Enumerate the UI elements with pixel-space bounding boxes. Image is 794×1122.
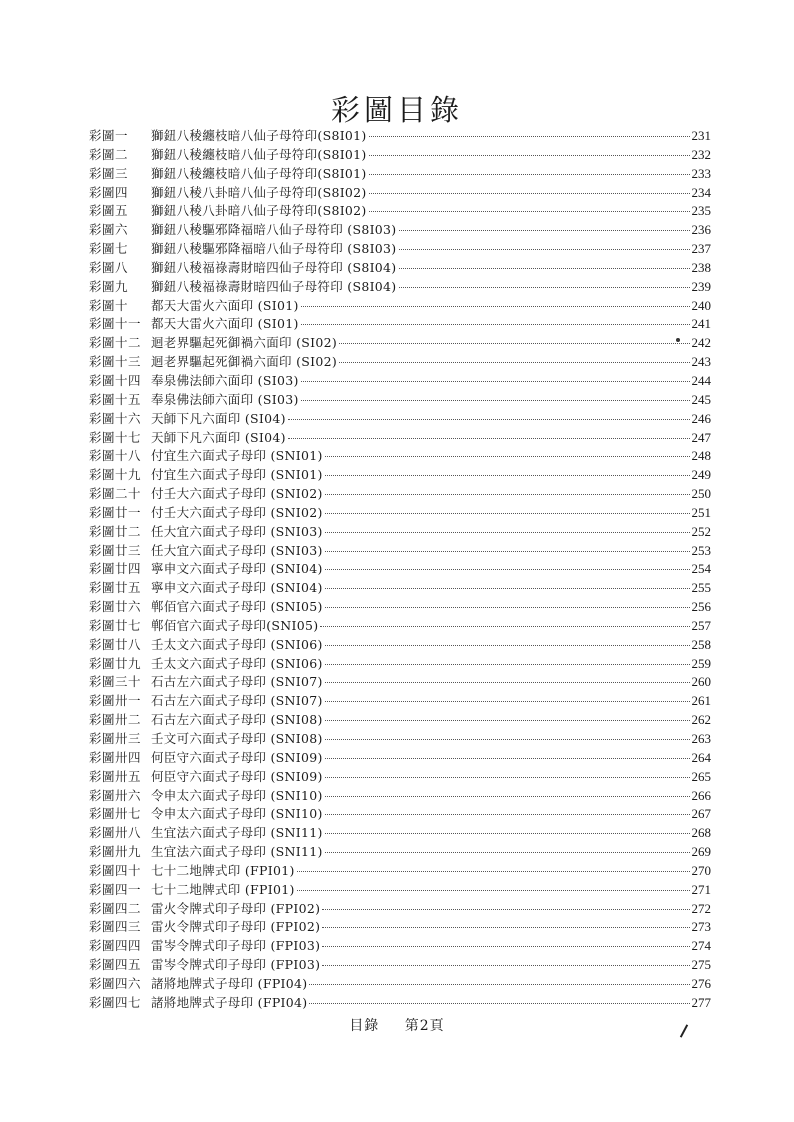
page-number: 259 (691, 655, 711, 671)
plate-number: 彩圖卅五 (89, 768, 142, 784)
toc-entry[interactable] (89, 334, 711, 353)
toc-entry[interactable] (89, 523, 711, 542)
toc-entry[interactable] (89, 824, 711, 843)
toc-entry[interactable] (89, 692, 711, 711)
plate-number: 彩圖卅二 (89, 712, 142, 728)
page-number: 239 (691, 278, 711, 294)
page-number: 255 (691, 580, 711, 596)
plate-number: 彩圖四 (89, 184, 129, 200)
plate-title: 任大宜六面式子母印 (SNI03) (151, 542, 323, 558)
plate-number: 彩圖四二 (89, 900, 142, 916)
toc-entry[interactable] (89, 918, 711, 937)
toc-entry[interactable] (89, 579, 711, 598)
dot-leader (301, 314, 690, 325)
plate-number: 彩圖四一 (89, 881, 142, 897)
page-number: 268 (691, 825, 711, 841)
page-number: 258 (691, 636, 711, 652)
dot-leader (325, 710, 690, 721)
dot-leader (325, 729, 690, 740)
dot-leader (325, 465, 690, 476)
plate-number: 彩圖十八 (89, 448, 142, 464)
page-number: 276 (691, 975, 711, 991)
plate-number: 彩圖五 (89, 203, 129, 219)
plate-title: 迴老界驅起死御禍六面印 (SI02) (151, 354, 338, 370)
toc-entry[interactable] (89, 542, 711, 561)
dot-leader (325, 786, 690, 797)
toc-entry[interactable] (89, 372, 711, 391)
toc-entry[interactable] (89, 862, 711, 881)
plate-number: 彩圖廿八 (89, 636, 142, 652)
page-number: 249 (691, 467, 711, 483)
toc-entry[interactable] (89, 353, 711, 372)
plate-title: 何臣守六面式子母印 (SNI09) (151, 749, 323, 765)
page-number: 246 (691, 410, 711, 426)
dot-leader (369, 164, 690, 175)
toc-entry[interactable] (89, 127, 711, 146)
page-number: 274 (691, 938, 711, 954)
plate-number: 彩圖三十 (89, 674, 142, 690)
toc-entry[interactable] (89, 598, 711, 617)
plate-number: 彩圖八 (89, 259, 129, 275)
page-number: 271 (691, 881, 711, 897)
page-number: 270 (691, 862, 711, 878)
toc-entry[interactable] (89, 956, 711, 975)
plate-title: 生宜法六面式子母印 (SNI11) (151, 825, 323, 841)
page-number: 267 (691, 806, 711, 822)
dot-leader (301, 371, 690, 382)
scan-speck (676, 338, 680, 342)
page-number: 243 (691, 354, 711, 370)
plate-number: 彩圖四五 (89, 957, 142, 973)
plate-number: 彩圖四六 (89, 975, 142, 991)
page-number: 240 (691, 297, 711, 313)
toc-entry[interactable] (89, 787, 711, 806)
dot-leader (339, 352, 689, 363)
dot-leader (297, 880, 690, 891)
plate-title: 付壬大六面式子母印 (SNI02) (151, 504, 323, 520)
plate-number: 彩圖二 (89, 146, 129, 162)
toc-entry[interactable] (89, 560, 711, 579)
dot-leader (288, 409, 690, 420)
plate-title: 郸佰官六面式子母印(SNI05) (151, 617, 319, 633)
dot-leader (325, 804, 690, 815)
table-of-contents (89, 127, 711, 1013)
plate-title: 獅鈕八稜八卦暗八仙子母符印(S8I02) (151, 203, 367, 219)
plate-number: 彩圖卅四 (89, 749, 142, 765)
dot-leader (288, 428, 690, 439)
plate-number: 彩圖廿四 (89, 561, 142, 577)
plate-number: 彩圖卅七 (89, 806, 142, 822)
plate-number: 彩圖七 (89, 241, 129, 257)
toc-entry[interactable] (89, 975, 711, 994)
dot-leader (322, 899, 689, 910)
plate-number: 彩圖三 (89, 165, 129, 181)
plate-number: 彩圖廿七 (89, 617, 142, 633)
dot-leader (325, 842, 690, 853)
page-number: 245 (691, 391, 711, 407)
plate-title: 奉泉佛法師六面印 (SI03) (151, 391, 299, 407)
plate-title: 寧申文六面式子母印 (SNI04) (151, 561, 323, 577)
toc-entry[interactable] (89, 447, 711, 466)
dot-leader (325, 691, 690, 702)
dot-leader (325, 578, 690, 589)
page-footer (0, 1015, 794, 1035)
toc-entry[interactable] (89, 843, 711, 862)
plate-number: 彩圖十五 (89, 391, 142, 407)
plate-title: 令申太六面式子母印 (SNI10) (151, 806, 323, 822)
plate-title: 付宜生六面式子母印 (SNI01) (151, 467, 323, 483)
plate-number: 彩圖十六 (89, 410, 142, 426)
toc-entry[interactable] (89, 259, 711, 278)
plate-title: 都天大雷火六面印 (SI01) (151, 297, 299, 313)
page-number: 257 (691, 617, 711, 633)
dot-leader (369, 126, 690, 137)
plate-title: 任大宜六面式子母印 (SNI03) (151, 523, 323, 539)
dot-leader (369, 145, 690, 156)
plate-number: 彩圖一 (89, 128, 129, 143)
page-number: 250 (691, 486, 711, 502)
plate-number: 彩圖卅一 (89, 693, 142, 709)
plate-number: 彩圖六 (89, 222, 129, 238)
toc-entry[interactable] (89, 805, 711, 824)
page-number: 248 (691, 448, 711, 464)
plate-title: 獅鈕八稜八卦暗八仙子母符印(S8I02) (151, 184, 367, 200)
dot-leader (325, 635, 690, 646)
dot-leader (322, 955, 689, 966)
dot-leader (325, 559, 690, 570)
toc-entry[interactable] (89, 937, 711, 956)
plate-title: 郸佰官六面式子母印 (SNI05) (151, 599, 323, 615)
plate-title: 石古左六面式子母印 (SNI08) (151, 712, 323, 728)
toc-entry[interactable] (89, 655, 711, 674)
page-number: 242 (691, 335, 711, 351)
plate-number: 彩圖四三 (89, 919, 142, 935)
page-number: 236 (691, 222, 711, 238)
dot-leader (399, 239, 690, 250)
toc-entry[interactable] (89, 749, 711, 768)
page-number: 266 (691, 787, 711, 803)
plate-number: 彩圖廿二 (89, 523, 142, 539)
dot-leader (399, 258, 690, 269)
plate-number: 彩圖十七 (89, 429, 142, 445)
plate-title: 石古左六面式子母印 (SNI07) (151, 693, 323, 709)
toc-entry[interactable] (89, 315, 711, 334)
dot-leader (297, 861, 690, 872)
plate-number: 彩圖卅九 (89, 844, 142, 860)
dot-leader (325, 522, 690, 533)
plate-title: 獅鈕八稜纏枝暗八仙子母符印(S8I01) (151, 165, 367, 181)
plate-title: 獅鈕八稜福祿壽財暗四仙子母符印 (S8I04) (151, 278, 397, 294)
toc-entry[interactable] (89, 617, 711, 636)
page-number: 252 (691, 523, 711, 539)
plate-number: 彩圖四四 (89, 938, 142, 954)
page-number: 264 (691, 749, 711, 765)
toc-entry[interactable] (89, 278, 711, 297)
plate-title: 獅鈕八稜纏枝暗八仙子母符印(S8I01) (151, 128, 367, 143)
plate-number: 彩圖二十 (89, 486, 142, 502)
page-number: 238 (691, 259, 711, 275)
page-number: 254 (691, 561, 711, 577)
dot-leader (399, 220, 690, 231)
plate-title: 付宜生六面式子母印 (SNI01) (151, 448, 323, 464)
plate-number: 彩圖十二 (89, 335, 142, 351)
toc-entry[interactable] (89, 391, 711, 410)
plate-title: 都天大雷火六面印 (SI01) (151, 316, 299, 332)
dot-leader (399, 277, 690, 288)
plate-title: 壬文可六面式子母印 (SNI08) (151, 731, 323, 746)
page-title: 彩圖目錄 (330, 93, 463, 127)
dot-leader (325, 597, 690, 608)
page-number: 233 (691, 165, 711, 181)
plate-title: 雷火令牌式印子母印 (FPI02) (151, 900, 321, 916)
dot-leader (325, 823, 690, 834)
page-number: 237 (691, 241, 711, 257)
plate-title: 雷岑令牌式印子母印 (FPI03) (151, 938, 321, 954)
plate-title: 諸將地牌式子母印 (FPI04) (151, 994, 308, 1010)
plate-number: 彩圖十九 (89, 467, 142, 483)
page-number: 231 (691, 128, 711, 143)
toc-entry[interactable] (89, 636, 711, 655)
page-number: 265 (691, 768, 711, 784)
toc-entry[interactable] (89, 768, 711, 787)
dot-leader (301, 390, 690, 401)
plate-number: 彩圖十 (89, 297, 129, 313)
plate-title: 天師下凡六面印 (SI04) (151, 429, 286, 445)
page-number: 262 (691, 712, 711, 728)
dot-leader (325, 541, 690, 552)
page-number: 269 (691, 844, 711, 860)
toc-entry[interactable] (89, 221, 711, 240)
toc-entry[interactable] (89, 146, 711, 165)
dot-leader (301, 296, 690, 307)
plate-title: 獅鈕八稜驅邪降福暗八仙子母符印 (S8I03) (151, 241, 397, 257)
toc-entry[interactable] (89, 466, 711, 485)
plate-title: 雷岑令牌式印子母印 (FPI03) (151, 957, 321, 973)
page-number: 275 (691, 957, 711, 973)
plate-title: 諸將地牌式子母印 (FPI04) (151, 975, 308, 991)
plate-title: 壬太文六面式子母印 (SNI06) (151, 636, 323, 652)
plate-number: 彩圖卅三 (89, 731, 142, 746)
plate-number: 彩圖廿一 (89, 504, 142, 520)
toc-entry[interactable] (89, 202, 711, 221)
page-number: 260 (691, 674, 711, 690)
dot-leader (322, 917, 689, 928)
toc-entry[interactable] (89, 711, 711, 730)
page-number: 244 (691, 372, 711, 388)
page-number: 241 (691, 316, 711, 332)
dot-leader (325, 654, 690, 665)
toc-entry[interactable] (89, 881, 711, 900)
footer-section: 目錄 (349, 1018, 380, 1034)
toc-entry[interactable] (89, 240, 711, 259)
plate-title: 令申太六面式子母印 (SNI10) (151, 787, 323, 803)
plate-title: 迴老界驅起死御禍六面印 (SI02) (151, 335, 338, 351)
plate-number: 彩圖十一 (89, 316, 142, 332)
plate-title: 石古左六面式子母印 (SNI07) (151, 674, 323, 690)
dot-leader (325, 748, 690, 759)
page-number: 256 (691, 599, 711, 615)
plate-title: 七十二地牌式印 (FPI01) (151, 881, 295, 897)
plate-title: 奉泉佛法師六面印 (SI03) (151, 372, 299, 388)
toc-entry[interactable] (89, 994, 711, 1013)
toc-entry[interactable] (89, 730, 711, 749)
plate-number: 彩圖十三 (89, 354, 142, 370)
plate-title: 獅鈕八稜福祿壽財暗四仙子母符印 (S8I04) (151, 259, 397, 275)
plate-number: 彩圖廿三 (89, 542, 142, 558)
page-number: 272 (691, 900, 711, 916)
dot-leader (325, 484, 690, 495)
toc-entry[interactable] (89, 297, 711, 316)
page-number: 234 (691, 184, 711, 200)
plate-title: 雷火令牌式印子母印 (FPI02) (151, 919, 321, 935)
page-number: 277 (691, 994, 711, 1010)
page-number: 247 (691, 429, 711, 445)
dot-leader (339, 333, 689, 344)
plate-number: 彩圖九 (89, 278, 129, 294)
toc-entry[interactable] (89, 900, 711, 919)
toc-entry[interactable] (89, 184, 711, 203)
page-number: 263 (691, 731, 711, 746)
dot-leader (309, 974, 689, 985)
page-number: 253 (691, 542, 711, 558)
toc-entry[interactable] (89, 410, 711, 429)
dot-leader (322, 936, 689, 947)
dot-leader (369, 201, 690, 212)
plate-title: 獅鈕八稜驅邪降福暗八仙子母符印 (S8I03) (151, 222, 397, 238)
page-number: 232 (691, 146, 711, 162)
toc-entry[interactable] (89, 485, 711, 504)
dot-leader (325, 503, 690, 514)
page-number: 251 (691, 504, 711, 520)
plate-number: 彩圖廿六 (89, 599, 142, 615)
page-number: 273 (691, 919, 711, 935)
plate-title: 何臣守六面式子母印 (SNI09) (151, 768, 323, 784)
dot-leader (309, 993, 689, 1004)
plate-number: 彩圖四七 (89, 994, 142, 1010)
plate-number: 彩圖四十 (89, 862, 142, 878)
plate-title: 七十二地牌式印 (FPI01) (151, 862, 295, 878)
plate-title: 壬太文六面式子母印 (SNI06) (151, 655, 323, 671)
dot-leader (325, 767, 690, 778)
toc-entry[interactable] (89, 673, 711, 692)
footer-page-number: 第2頁 (404, 1018, 445, 1034)
plate-title: 獅鈕八稜纏枝暗八仙子母符印(S8I01) (151, 146, 367, 162)
plate-number: 彩圖卅八 (89, 825, 142, 841)
toc-entry[interactable] (89, 165, 711, 184)
dot-leader (325, 672, 690, 683)
plate-number: 彩圖廿五 (89, 580, 142, 596)
plate-title: 天師下凡六面印 (SI04) (151, 410, 286, 426)
plate-title: 寧申文六面式子母印 (SNI04) (151, 580, 323, 596)
dot-leader (325, 446, 690, 457)
page-number: 235 (691, 203, 711, 219)
plate-number: 彩圖卅六 (89, 787, 142, 803)
page-number: 261 (691, 693, 711, 709)
dot-leader (369, 183, 690, 194)
plate-number: 彩圖廿九 (89, 655, 142, 671)
plate-number: 彩圖十四 (89, 372, 142, 388)
toc-entry[interactable] (89, 429, 711, 448)
dot-leader (320, 616, 689, 627)
toc-entry[interactable] (89, 504, 711, 523)
plate-title: 生宜法六面式子母印 (SNI11) (151, 844, 323, 860)
plate-title: 付壬大六面式子母印 (SNI02) (151, 486, 323, 502)
